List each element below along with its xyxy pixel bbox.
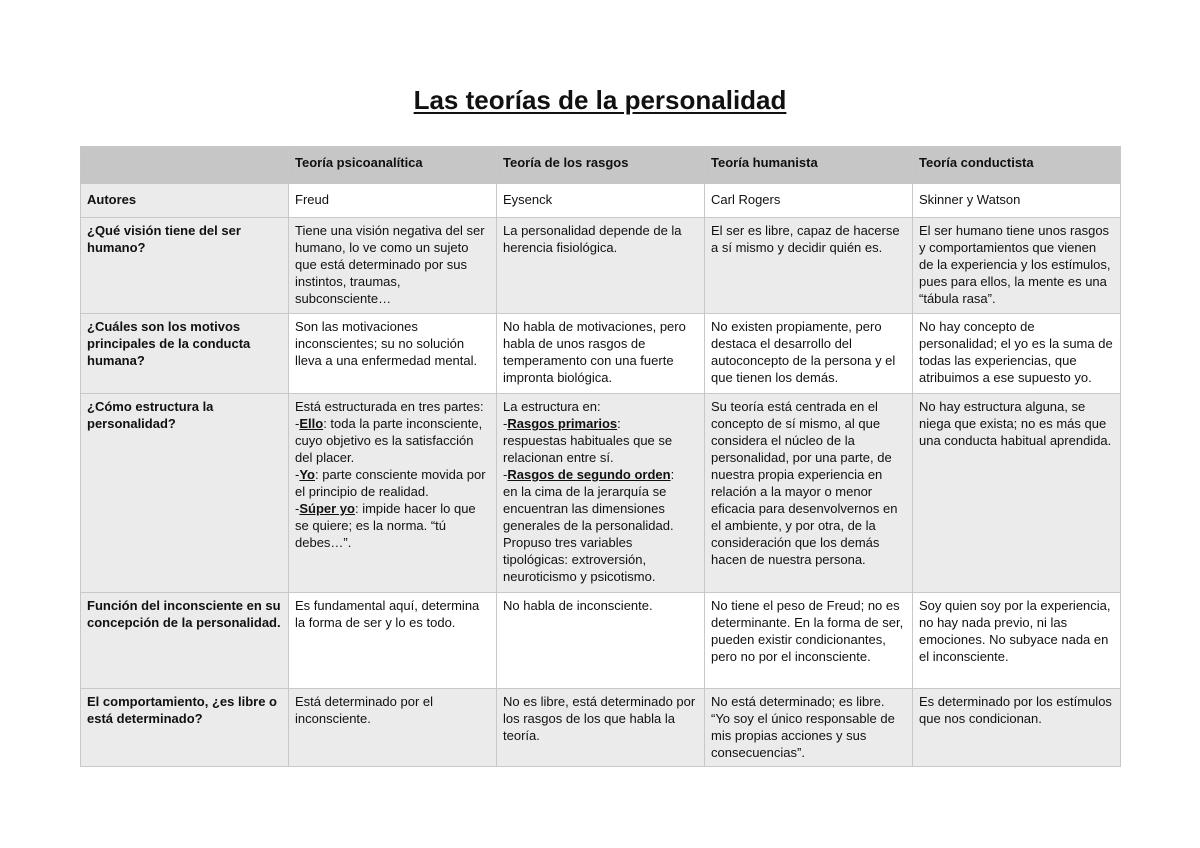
- cell-conductista: Soy quien soy por la experiencia, no hay nada previo, ni las emociones. No subyace nada en el inconsciente.: [913, 593, 1121, 689]
- cell-psicoanalitica: [289, 394, 497, 593]
- page-title: Las teorías de la personalidad: [413, 85, 787, 115]
- header-psicoanalitica: Teoría psicoanalítica: [289, 147, 497, 184]
- row-label: ¿Qué visión tiene del ser humano?: [81, 218, 289, 314]
- row-vision: [81, 218, 1121, 314]
- cell-psicoanalitica: Freud: [289, 184, 497, 218]
- cell-rasgos: La personalidad depende de la herencia fisiológica.: [497, 218, 705, 314]
- term-yo: Yo: [299, 467, 315, 482]
- header-corner: [81, 147, 289, 184]
- term-super-yo: Súper yo: [299, 501, 355, 516]
- cell-psicoanalitica: Está determinado por el inconsciente.: [289, 689, 497, 767]
- cell-humanista: No existen propiamente, pero destaca el desarrollo del autoconcepto de la persona y el que tienen los demás.: [705, 314, 913, 394]
- cell-psicoanalitica: Es fundamental aquí, determina la forma de ser y lo es todo.: [289, 593, 497, 689]
- cell-psicoanalitica: Tiene una visión negativa del ser humano, lo ve como un sujeto que está determinado por sus instintos, traumas, subconsciente…: [289, 218, 497, 314]
- row-autores: [81, 184, 1121, 218]
- header-row: [81, 147, 1121, 184]
- rasgos-segundo-term: -Rasgos de segundo orden:: [503, 467, 675, 482]
- header-rasgos: Teoría de los rasgos: [497, 147, 705, 184]
- cell-humanista: El ser es libre, capaz de hacerse a sí mismo y decidir quién es.: [705, 218, 913, 314]
- term-rasgos-primarios: Rasgos primarios: [507, 416, 618, 431]
- cell-humanista: No tiene el peso de Freud; no es determinante. En la forma de ser, pueden existir condicionantes, pero no por el inconsciente.: [705, 593, 913, 689]
- row-label: Función del inconsciente en su concepción de la personalidad.: [81, 593, 289, 689]
- cell-conductista: No hay estructura alguna, se niega que exista; no es más que una conducta habitual aprendida.: [913, 394, 1121, 593]
- estructura-super-yo: -Súper yo: impide hacer lo que se quiere; es la norma. “tú debes…”.: [295, 501, 476, 550]
- row-label: Autores: [81, 184, 289, 218]
- rasgos-primarios-text: respuestas habituales que se relacionan entre sí.: [503, 433, 673, 465]
- rasgos-intro: La estructura en:: [503, 399, 601, 414]
- row-label: El comportamiento, ¿es libre o está determinado?: [81, 689, 289, 767]
- term-ello: Ello: [299, 416, 324, 431]
- header-humanista: Teoría humanista: [705, 147, 913, 184]
- row-motivos: [81, 314, 1121, 394]
- estructura-ello: -Ello: toda la parte inconsciente, cuyo objetivo es la satisfacción del placer.: [295, 416, 483, 465]
- cell-conductista: Es determinado por los estímulos que nos condicionan.: [913, 689, 1121, 767]
- rasgos-primarios-term: -Rasgos primarios:: [503, 416, 621, 431]
- rasgos-segundo-text: en la cima de la jerarquía se encuentran las dimensiones generales de la personalidad. Propuso tres variables tipológicas: extroversión, neuroticismo y psicotismo.: [503, 484, 674, 584]
- estructura-intro: Está estructurada en tres partes:: [295, 399, 484, 414]
- estructura-yo: -Yo: parte consciente movida por el principio de realidad.: [295, 467, 486, 499]
- cell-humanista: No está determinado; es libre. “Yo soy el único responsable de mis propias acciones y sus consecuencias”.: [705, 689, 913, 767]
- cell-humanista: Carl Rogers: [705, 184, 913, 218]
- text-super-yo: : impide hacer lo que se quiere; es la norma. “tú debes…”.: [295, 501, 476, 550]
- row-label: ¿Cómo estructura la personalidad?: [81, 394, 289, 593]
- row-estructura: [81, 394, 1121, 593]
- cell-conductista: Skinner y Watson: [913, 184, 1121, 218]
- cell-rasgos: [497, 394, 705, 593]
- personality-theories-table: [80, 146, 1121, 767]
- cell-psicoanalitica: Son las motivaciones inconscientes; su no solución lleva a una enfermedad mental.: [289, 314, 497, 394]
- text-yo: : parte consciente movida por el principio de realidad.: [295, 467, 486, 499]
- header-conductista: Teoría conductista: [913, 147, 1121, 184]
- cell-humanista: Su teoría está centrada en el concepto de sí mismo, al que considera el núcleo de la personalidad, por una parte, de nuestra propia experiencia en relación a la mayor o menor eficacia para desenvolvernos en el ambiente, y por otra, de la consideración que los demás hacen de nuestra persona.: [705, 394, 913, 593]
- row-funcion-inconsciente: [81, 593, 1121, 689]
- row-comportamiento: [81, 689, 1121, 767]
- cell-rasgos: No es libre, está determinado por los rasgos de los que habla la teoría.: [497, 689, 705, 767]
- cell-conductista: El ser humano tiene unos rasgos y comportamientos que vienen de la experiencia y los estímulos, pues para ellos, la mente es una “tábula rasa”.: [913, 218, 1121, 314]
- term-rasgos-segundo-orden: Rasgos de segundo orden: [507, 467, 671, 482]
- cell-rasgos: Eysenck: [497, 184, 705, 218]
- cell-rasgos: No habla de motivaciones, pero habla de unos rasgos de temperamento con una fuerte impronta biológica.: [497, 314, 705, 394]
- row-label: ¿Cuáles son los motivos principales de la conducta humana?: [81, 314, 289, 394]
- cell-rasgos: No habla de inconsciente.: [497, 593, 705, 689]
- text-ello: : toda la parte inconsciente, cuyo objetivo es la satisfacción del placer.: [295, 416, 483, 465]
- cell-conductista: No hay concepto de personalidad; el yo es la suma de todas las experiencias, que atribuimos a ese supuesto yo.: [913, 314, 1121, 394]
